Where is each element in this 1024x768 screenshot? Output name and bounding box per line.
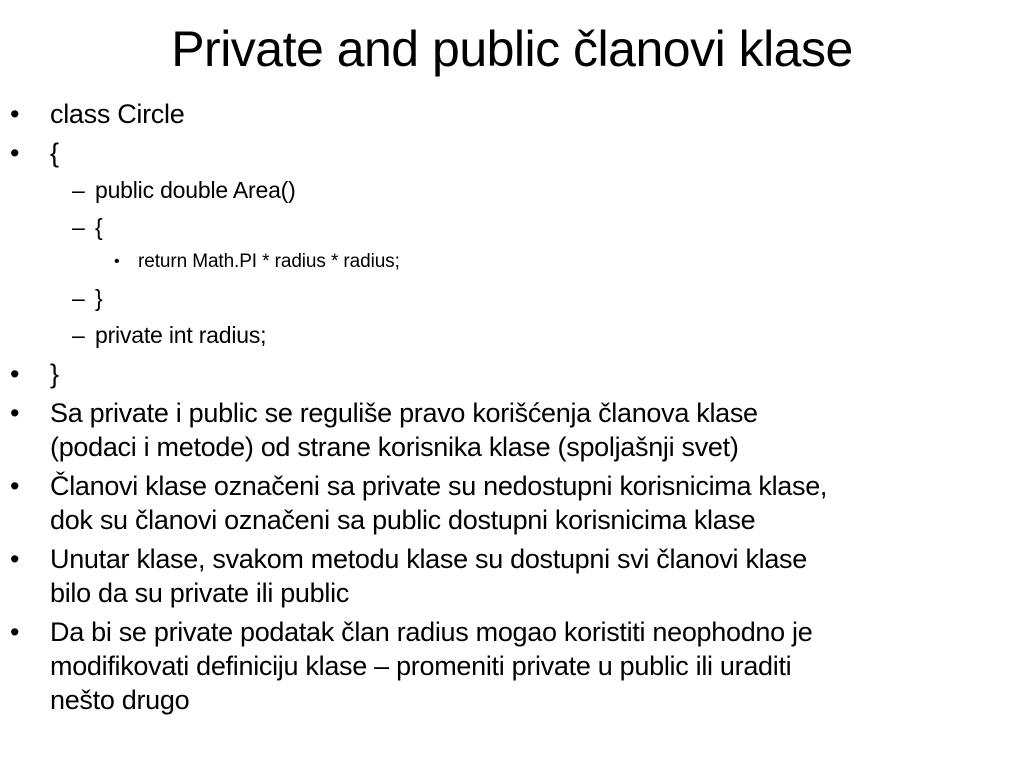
sub-sub-bullet-text: return Math.PI * radius * radius; <box>138 251 400 272</box>
bullet-marker: • <box>10 138 20 168</box>
bullet-marker: • <box>114 253 120 270</box>
bullet-text: } <box>50 359 59 389</box>
dash-marker: – <box>72 214 85 240</box>
sub-bullet-text: private int radius; <box>95 322 267 348</box>
sub-bullet-text: } <box>95 285 103 311</box>
dash-marker: – <box>72 285 85 311</box>
bullet-text-line: (podaci i metode) od strane korisnika klase (spoljašnji svet) <box>50 432 739 462</box>
bullet-item <box>0 615 1024 717</box>
dash-marker: – <box>72 177 85 203</box>
bullet-text-line: nešto drugo <box>50 685 190 715</box>
slide-title: Private and public članovi klase <box>171 21 853 77</box>
bullet-text-line: Članovi klase označeni sa private su nedostupni korisnicima klase, <box>50 471 828 501</box>
sub-bullet-text: { <box>95 214 103 240</box>
bullet-list <box>0 97 1024 722</box>
sub-sub-bullet-item <box>0 249 1024 275</box>
sub-bullet-text: public double Area() <box>95 177 296 203</box>
dash-marker: – <box>72 322 85 348</box>
sub-bullet-item <box>0 283 1024 313</box>
bullet-marker: • <box>10 99 20 129</box>
bullet-marker: • <box>10 359 20 389</box>
bullet-text-line: Unutar klase, svakom metodu klase su dostupni svi članovi klase <box>50 544 807 574</box>
bullet-item <box>0 136 1024 170</box>
bullet-marker: • <box>10 398 20 428</box>
bullet-text: class Circle <box>50 99 185 129</box>
sub-bullet-item <box>0 212 1024 242</box>
bullet-text-line: bilo da su private ili public <box>50 578 349 608</box>
bullet-item <box>0 396 1024 464</box>
bullet-marker: • <box>10 617 20 647</box>
bullet-item <box>0 469 1024 537</box>
bullet-marker: • <box>10 471 20 501</box>
bullet-item <box>0 542 1024 610</box>
bullet-marker: • <box>10 544 20 574</box>
bullet-text-line: Sa private i public se reguliše pravo korišćenja članova klase <box>50 398 758 428</box>
bullet-text-line: Da bi se private podatak član radius mogao koristiti neophodno je <box>50 617 813 647</box>
sub-bullet-item <box>0 175 1024 205</box>
sub-bullet-item <box>0 320 1024 350</box>
bullet-item <box>0 357 1024 391</box>
bullet-text: { <box>50 138 59 168</box>
bullet-item <box>0 97 1024 131</box>
bullet-text-line: modifikovati definiciju klase – promeniti private u public ili uraditi <box>50 651 792 681</box>
bullet-text-line: dok su članovi označeni sa public dostupni korisnicima klase <box>50 505 756 535</box>
